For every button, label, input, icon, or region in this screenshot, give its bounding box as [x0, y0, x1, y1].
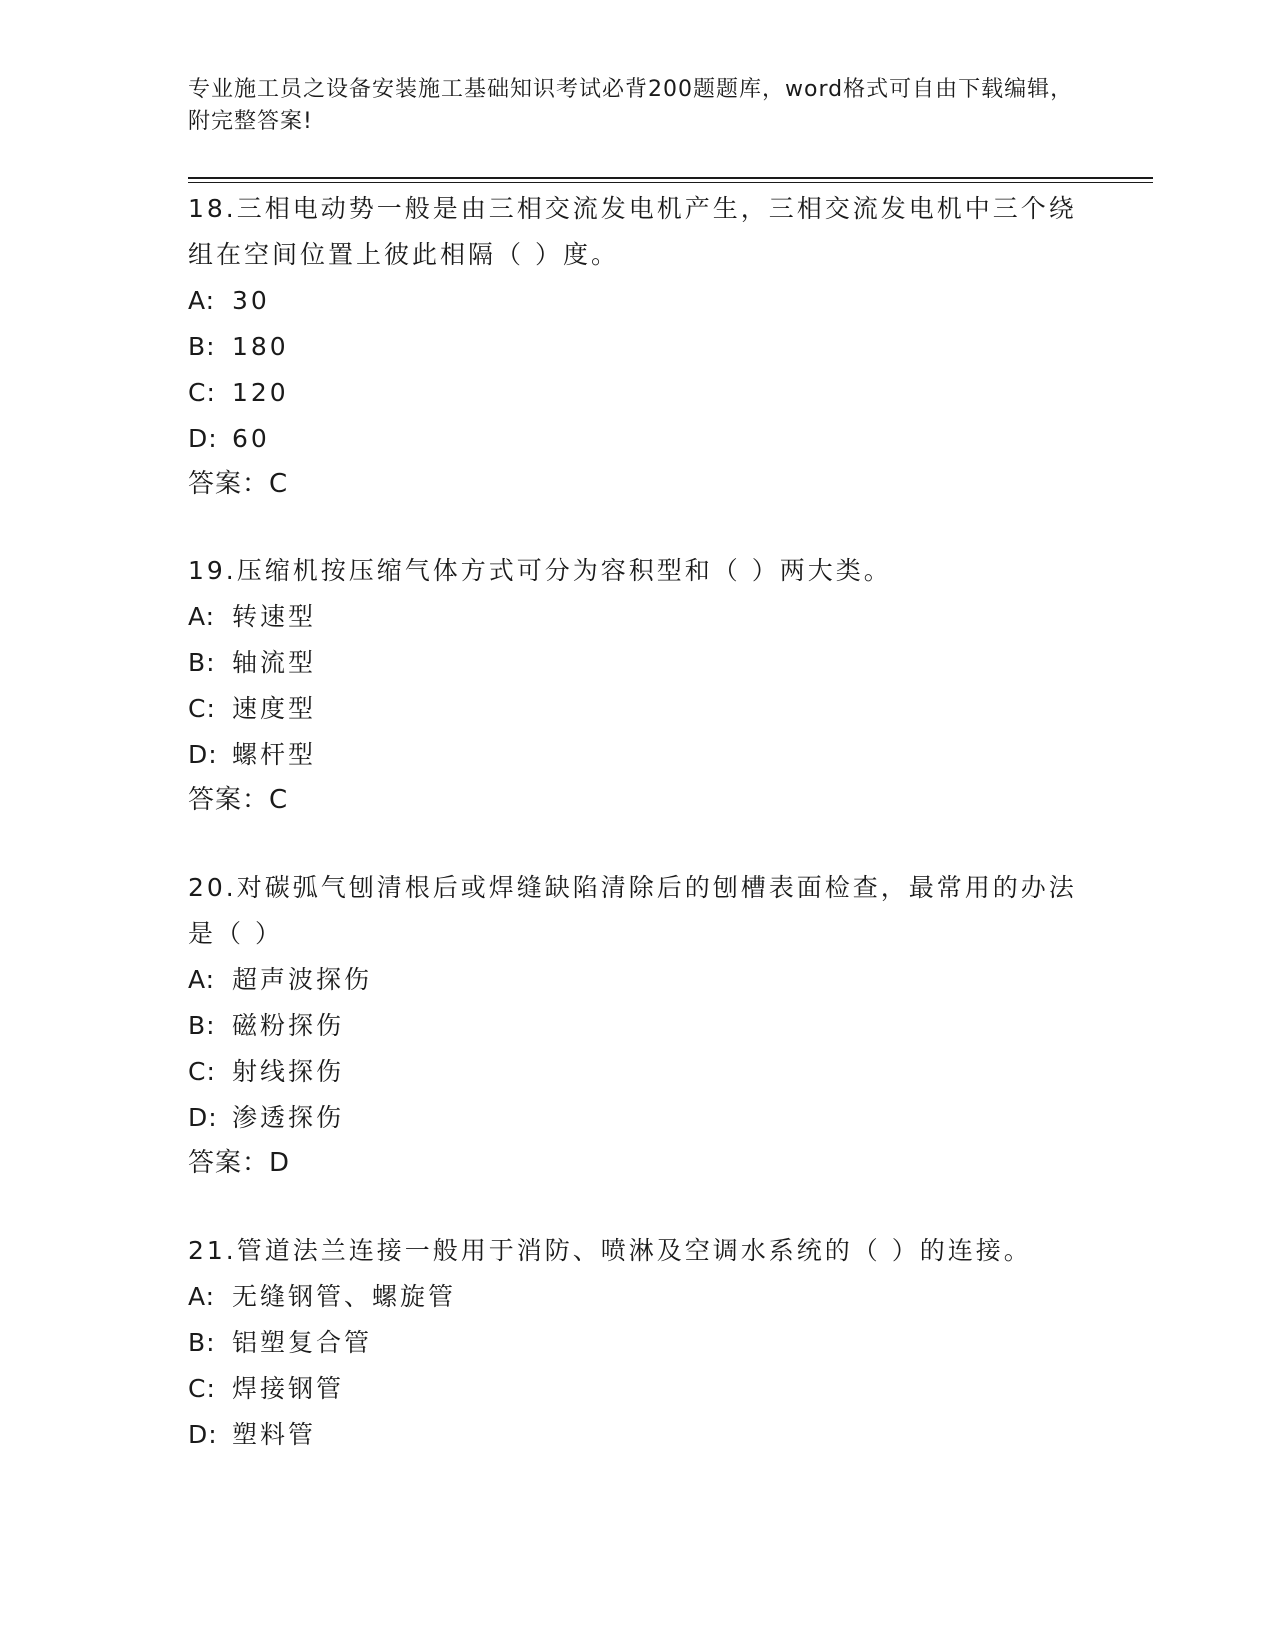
option-text: 超声波探伤	[232, 965, 373, 994]
question-stem: 19.压缩机按压缩气体方式可分为容积型和（ ）两大类。	[188, 556, 892, 585]
option-text: 60	[232, 424, 270, 453]
header-divider-thin	[188, 182, 1153, 183]
option-text: 120	[232, 378, 289, 407]
option-text: 速度型	[232, 694, 317, 723]
header-divider	[188, 177, 1153, 179]
question-18	[188, 186, 1088, 506]
option-key: B:	[188, 1011, 216, 1040]
option-key: D:	[188, 740, 218, 769]
option-key: C:	[188, 378, 216, 407]
option-a	[188, 278, 1088, 324]
answer-line: 答案：C	[188, 785, 289, 815]
option-key: D:	[188, 1420, 218, 1449]
answer-line: 答案：C	[188, 469, 289, 499]
option-text: 180	[232, 332, 289, 361]
option-c	[188, 1366, 1088, 1412]
option-b	[188, 1003, 1088, 1049]
option-key: A:	[188, 286, 216, 315]
option-text: 渗透探伤	[232, 1103, 345, 1132]
option-key: D:	[188, 1103, 218, 1132]
option-d	[188, 1412, 1088, 1458]
option-key: C:	[188, 1374, 216, 1403]
option-d	[188, 1095, 1088, 1141]
option-key: A:	[188, 965, 216, 994]
question-19	[188, 548, 1088, 822]
option-a	[188, 594, 1088, 640]
document-header: 专业施工员之设备安装施工基础知识考试必背200题题库，word格式可自由下载编辑，附完整答案!	[188, 77, 1074, 134]
option-b	[188, 640, 1088, 686]
option-text: 铝塑复合管	[232, 1328, 373, 1357]
question-stem: 18.三相电动势一般是由三相交流发电机产生，三相交流发电机中三个绕组在空间位置上彼此相隔（ ）度。	[188, 194, 1077, 269]
option-key: C:	[188, 694, 216, 723]
option-key: A:	[188, 602, 216, 631]
option-key: D:	[188, 424, 218, 453]
option-d	[188, 416, 1088, 462]
option-text: 磁粉探伤	[232, 1011, 345, 1040]
option-text: 轴流型	[232, 648, 317, 677]
question-21	[188, 1228, 1088, 1458]
option-text: 射线探伤	[232, 1057, 345, 1086]
option-text: 螺杆型	[232, 740, 317, 769]
option-key: B:	[188, 648, 216, 677]
option-key: B:	[188, 1328, 216, 1357]
option-b	[188, 324, 1088, 370]
option-a	[188, 957, 1088, 1003]
option-c	[188, 686, 1088, 732]
question-stem: 20.对碳弧气刨清根后或焊缝缺陷清除后的刨槽表面检查，最常用的办法是（ ）	[188, 873, 1077, 948]
option-text: 塑料管	[232, 1420, 317, 1449]
option-text: 30	[232, 286, 270, 315]
question-20	[188, 865, 1088, 1185]
option-key: B:	[188, 332, 216, 361]
option-text: 无缝钢管、螺旋管	[232, 1282, 457, 1311]
option-text: 转速型	[232, 602, 317, 631]
option-key: A:	[188, 1282, 216, 1311]
option-key: C:	[188, 1057, 216, 1086]
option-d	[188, 732, 1088, 778]
option-a	[188, 1274, 1088, 1320]
option-c	[188, 370, 1088, 416]
answer-line: 答案：D	[188, 1148, 291, 1178]
option-text: 焊接钢管	[232, 1374, 345, 1403]
option-b	[188, 1320, 1088, 1366]
option-c	[188, 1049, 1088, 1095]
question-stem: 21.管道法兰连接一般用于消防、喷淋及空调水系统的（ ）的连接。	[188, 1236, 1032, 1265]
